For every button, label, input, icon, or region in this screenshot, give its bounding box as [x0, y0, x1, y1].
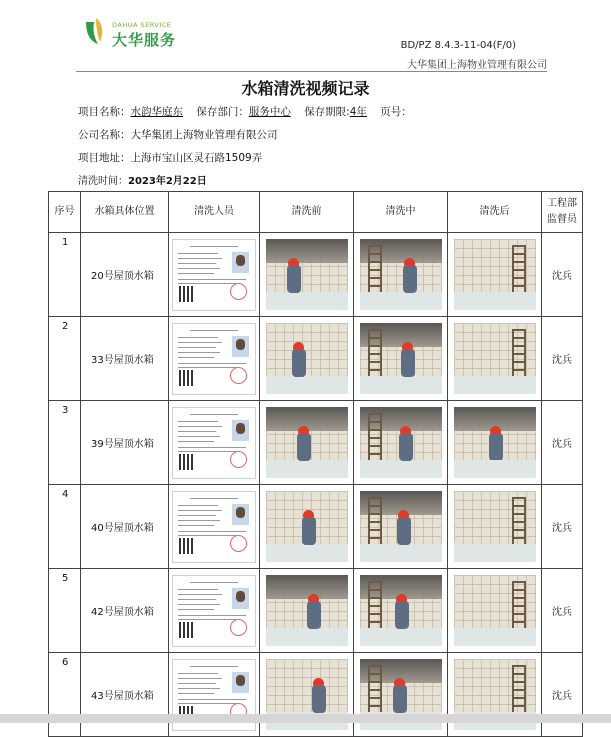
- during-photo-cell: [354, 317, 448, 401]
- row-location: 39号屋顶水箱: [81, 401, 169, 485]
- during-photo-cell: [354, 401, 448, 485]
- brand-english: DAHUA SERVICE: [112, 21, 172, 29]
- dept-value: 服务中心: [248, 106, 291, 118]
- period-value: 4年: [349, 106, 367, 118]
- after-photo-cell: [448, 233, 542, 317]
- after-photo-cell: [448, 401, 542, 485]
- staff-cell: [169, 401, 260, 485]
- before-cleaning-photo: [266, 491, 348, 562]
- address-label: 项目地址：: [78, 152, 131, 164]
- table-row: [49, 653, 583, 737]
- table-row: [49, 401, 583, 485]
- project-label: 项目名称：: [78, 106, 131, 118]
- company-label: 公司名称：: [78, 129, 131, 141]
- after-photo-cell: [448, 653, 542, 737]
- row-seq: 1: [49, 233, 81, 317]
- before-photo-cell: [260, 401, 354, 485]
- staff-cell: [169, 569, 260, 653]
- before-photo-cell: [260, 653, 354, 737]
- before-cleaning-photo: [266, 323, 348, 394]
- dept-label: 保存部门：: [196, 106, 249, 118]
- row-supervisor: 沈兵: [542, 485, 583, 569]
- project-info-line: [78, 104, 412, 119]
- staff-cell: [169, 653, 260, 737]
- row-seq: 6: [49, 653, 81, 737]
- staff-id-card-image: [172, 407, 256, 479]
- row-supervisor: 沈兵: [542, 233, 583, 317]
- before-photo-cell: [260, 485, 354, 569]
- header-company: 大华集团上海物业管理有限公司: [407, 60, 547, 71]
- row-location: 43号屋顶水箱: [81, 653, 169, 737]
- during-photo-cell: [354, 485, 448, 569]
- page-label: 页号：: [380, 106, 412, 118]
- brand-chinese: 大华服务: [112, 31, 177, 49]
- row-supervisor: 沈兵: [542, 401, 583, 485]
- row-supervisor: 沈兵: [542, 317, 583, 401]
- row-seq: 2: [49, 317, 81, 401]
- row-supervisor: 沈兵: [542, 653, 583, 737]
- row-location: 20号屋顶水箱: [81, 233, 169, 317]
- after-photo-cell: [448, 485, 542, 569]
- staff-cell: [169, 317, 260, 401]
- cleaning-record-table: [48, 191, 583, 737]
- row-seq: 3: [49, 401, 81, 485]
- table-header-row: [49, 192, 583, 233]
- table-row: [49, 485, 583, 569]
- after-cleaning-photo: [454, 491, 536, 562]
- header-divider: [76, 71, 547, 72]
- period-label: 保存期限:: [304, 106, 350, 118]
- during-photo-cell: [354, 569, 448, 653]
- during-cleaning-photo: [360, 407, 442, 478]
- during-cleaning-photo: [360, 575, 442, 646]
- header-supervisor: 工程部 监督员: [542, 192, 583, 233]
- row-supervisor: 沈兵: [542, 569, 583, 653]
- page-footer-bar: [0, 714, 611, 723]
- row-location: 33号屋顶水箱: [81, 317, 169, 401]
- after-photo-cell: [448, 569, 542, 653]
- after-cleaning-photo: [454, 575, 536, 646]
- row-seq: 4: [49, 485, 81, 569]
- header-during: 清洗中: [354, 192, 448, 233]
- company-info-line: [78, 127, 278, 142]
- staff-cell: [169, 233, 260, 317]
- staff-id-card-image: [172, 323, 256, 395]
- document-number: BD/PZ 8.4.3-11-04(F/0): [400, 40, 516, 51]
- header-seq: 序号: [49, 192, 81, 233]
- before-photo-cell: [260, 569, 354, 653]
- row-location: 42号屋顶水箱: [81, 569, 169, 653]
- before-cleaning-photo: [266, 239, 348, 310]
- header-after: 清洗后: [448, 192, 542, 233]
- staff-id-card-image: [172, 491, 256, 563]
- before-photo-cell: [260, 317, 354, 401]
- page-title: 水箱清洗视频记录: [241, 79, 370, 98]
- row-location: 40号屋顶水箱: [81, 485, 169, 569]
- during-cleaning-photo: [360, 491, 442, 562]
- project-value: 水韵华庭东: [130, 106, 183, 118]
- during-cleaning-photo: [360, 239, 442, 310]
- dahua-logo-icon: [84, 16, 108, 46]
- header-location: 水箱具体位置: [81, 192, 169, 233]
- during-photo-cell: [354, 653, 448, 737]
- date-value: 2023年2月22日: [128, 176, 207, 187]
- after-cleaning-photo: [454, 407, 536, 478]
- address-info-line: [78, 150, 262, 165]
- cleaning-date-line: [78, 172, 207, 187]
- during-photo-cell: [354, 233, 448, 317]
- before-cleaning-photo: [266, 407, 348, 478]
- row-seq: 5: [49, 569, 81, 653]
- after-photo-cell: [448, 317, 542, 401]
- table-row: [49, 233, 583, 317]
- staff-id-card-image: [172, 575, 256, 647]
- after-cleaning-photo: [454, 323, 536, 394]
- staff-id-card-image: [172, 239, 256, 311]
- staff-cell: [169, 485, 260, 569]
- during-cleaning-photo: [360, 323, 442, 394]
- address-value: 上海市宝山区灵石路1509弄: [130, 152, 263, 164]
- table-row: [49, 569, 583, 653]
- company-value: 大华集团上海物业管理有限公司: [130, 129, 278, 141]
- after-cleaning-photo: [454, 239, 536, 310]
- before-photo-cell: [260, 233, 354, 317]
- date-label: 清洗时间：: [78, 176, 128, 187]
- header-staff: 清洗人员: [169, 192, 260, 233]
- header-before: 清洗前: [260, 192, 354, 233]
- table-row: [49, 317, 583, 401]
- before-cleaning-photo: [266, 575, 348, 646]
